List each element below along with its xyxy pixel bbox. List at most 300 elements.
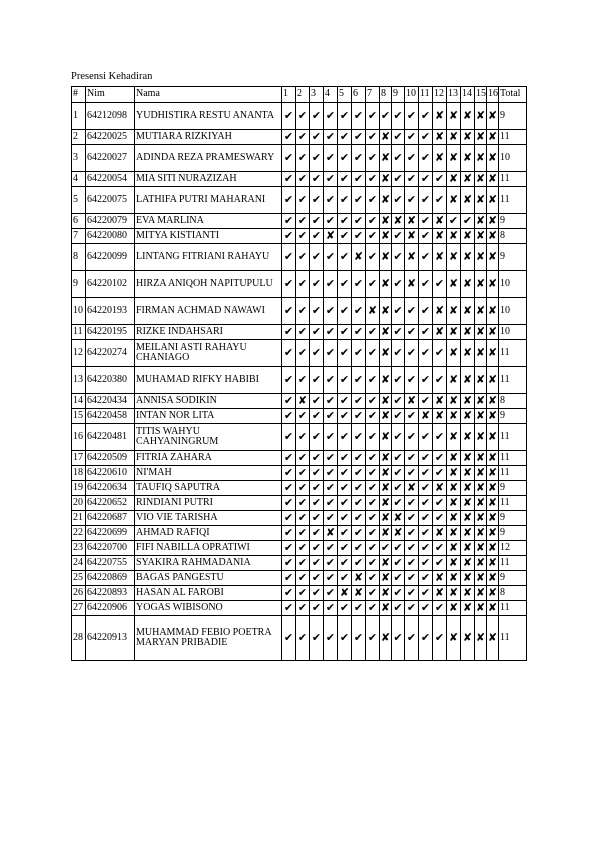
present-check-icon: ✔ (447, 214, 461, 229)
absent-cross-icon: ✘ (475, 424, 487, 451)
total-cell: 11 (499, 187, 527, 214)
absent-cross-icon: ✘ (487, 271, 499, 298)
header-nama: Nama (135, 87, 282, 103)
absent-cross-icon: ✘ (433, 244, 447, 271)
present-check-icon: ✔ (310, 325, 324, 340)
present-check-icon: ✔ (296, 340, 310, 367)
absent-cross-icon: ✘ (487, 340, 499, 367)
row-number: 28 (72, 616, 86, 661)
total-cell: 11 (499, 424, 527, 451)
name-cell: MITYA KISTIANTI (135, 229, 282, 244)
absent-cross-icon: ✘ (380, 465, 391, 479)
present-check-icon: ✔ (338, 244, 352, 271)
absent-cross-icon: ✘ (433, 214, 447, 229)
name-cell: LINTANG FITRIANI RAHAYU (135, 244, 282, 271)
present-check-icon: ✔ (352, 409, 366, 424)
present-check-icon: ✔ (296, 424, 310, 451)
present-check-icon: ✔ (366, 541, 380, 556)
present-check-icon: ✔ (352, 145, 366, 172)
present-check-icon: ✔ (310, 601, 324, 616)
present-check-icon: ✔ (366, 145, 380, 172)
absent-cross-icon: ✘ (475, 228, 486, 242)
present-check-icon: ✔ (282, 298, 296, 325)
present-check-icon: ✔ (296, 130, 310, 145)
present-check-icon: ✔ (419, 424, 433, 451)
name-cell: FIRMAN ACHMAD NAWAWI (135, 298, 282, 325)
present-check-icon: ✔ (296, 601, 310, 616)
present-check-icon: ✔ (310, 511, 324, 526)
present-check-icon: ✔ (282, 556, 296, 571)
present-check-icon: ✔ (338, 187, 352, 214)
absent-cross-icon: ✘ (324, 229, 338, 244)
absent-cross-icon: ✘ (433, 298, 447, 325)
row-number: 6 (72, 214, 86, 229)
present-check-icon: ✔ (338, 229, 352, 244)
present-check-icon: ✔ (433, 541, 447, 556)
present-check-icon: ✔ (405, 325, 419, 340)
absent-cross-icon: ✘ (475, 213, 486, 227)
present-check-icon: ✔ (433, 187, 447, 214)
header-session-9: 9 (392, 87, 405, 103)
nim-cell: 64220380 (86, 367, 135, 394)
absent-cross-icon: ✘ (447, 367, 461, 394)
present-check-icon: ✔ (393, 585, 403, 599)
present-check-icon: ✔ (324, 214, 338, 229)
absent-cross-icon: ✘ (447, 298, 461, 325)
absent-cross-icon: ✘ (461, 616, 475, 661)
absent-cross-icon: ✘ (487, 145, 499, 172)
present-check-icon: ✔ (366, 394, 380, 409)
absent-cross-icon: ✘ (487, 570, 498, 584)
present-check-icon: ✔ (282, 244, 296, 271)
table-row (72, 511, 527, 526)
absent-cross-icon: ✘ (447, 187, 461, 214)
absent-cross-icon: ✘ (405, 271, 419, 298)
present-check-icon: ✔ (405, 496, 419, 511)
present-check-icon: ✔ (310, 526, 324, 541)
table-row (72, 586, 527, 601)
absent-cross-icon: ✘ (447, 340, 461, 367)
name-cell: INTAN NOR LITA (135, 409, 282, 424)
absent-cross-icon: ✘ (461, 409, 475, 424)
present-check-icon: ✔ (419, 214, 433, 229)
absent-cross-icon: ✘ (433, 325, 447, 340)
total-cell: 10 (499, 145, 527, 172)
present-check-icon: ✔ (338, 424, 352, 451)
row-number: 4 (72, 172, 86, 187)
present-check-icon: ✔ (324, 298, 338, 325)
nim-cell: 64220193 (86, 298, 135, 325)
present-check-icon: ✔ (310, 409, 324, 424)
name-cell: VIO VIE TARISHA (135, 511, 282, 526)
nim-cell: 64220869 (86, 571, 135, 586)
nim-cell: 64220700 (86, 541, 135, 556)
present-check-icon: ✔ (433, 496, 447, 511)
present-check-icon: ✔ (282, 214, 296, 229)
total-cell: 11 (499, 367, 527, 394)
present-check-icon: ✔ (296, 244, 310, 271)
present-check-icon: ✔ (282, 466, 296, 481)
nim-cell: 64220195 (86, 325, 135, 340)
present-check-icon: ✔ (324, 601, 338, 616)
present-check-icon: ✔ (296, 451, 310, 466)
total-cell: 8 (499, 229, 527, 244)
absent-cross-icon: ✘ (296, 394, 310, 409)
present-check-icon: ✔ (282, 424, 296, 451)
present-check-icon: ✔ (310, 145, 324, 172)
nim-cell: 64220434 (86, 394, 135, 409)
absent-cross-icon: ✘ (380, 450, 391, 464)
present-check-icon: ✔ (296, 271, 310, 298)
present-check-icon: ✔ (310, 367, 324, 394)
absent-cross-icon: ✘ (393, 525, 403, 539)
absent-cross-icon: ✘ (447, 325, 461, 340)
present-check-icon: ✔ (296, 325, 310, 340)
absent-cross-icon: ✘ (380, 367, 392, 394)
present-check-icon: ✔ (405, 466, 419, 481)
absent-cross-icon: ✘ (475, 616, 487, 661)
nim-cell: 64220687 (86, 511, 135, 526)
present-check-icon: ✔ (393, 324, 403, 338)
total-cell: 8 (499, 586, 527, 601)
table-row (72, 298, 527, 325)
row-number: 11 (72, 325, 86, 340)
present-check-icon: ✔ (405, 409, 419, 424)
present-check-icon: ✔ (352, 271, 366, 298)
present-check-icon: ✔ (296, 298, 310, 325)
present-check-icon: ✔ (419, 556, 433, 571)
present-check-icon: ✔ (405, 601, 419, 616)
name-cell: NI'MAH (135, 466, 282, 481)
absent-cross-icon: ✘ (380, 510, 391, 524)
absent-cross-icon: ✘ (461, 229, 475, 244)
present-check-icon: ✔ (324, 145, 338, 172)
absent-cross-icon: ✘ (447, 556, 461, 571)
present-check-icon: ✔ (433, 466, 447, 481)
present-check-icon: ✔ (352, 616, 366, 661)
present-check-icon: ✔ (296, 229, 310, 244)
present-check-icon: ✔ (352, 214, 366, 229)
header-session-15: 15 (475, 87, 487, 103)
absent-cross-icon: ✘ (487, 525, 498, 539)
present-check-icon: ✔ (461, 214, 475, 229)
row-number: 7 (72, 229, 86, 244)
present-check-icon: ✔ (352, 130, 366, 145)
present-check-icon: ✔ (338, 526, 352, 541)
absent-cross-icon: ✘ (405, 229, 419, 244)
header-session-12: 12 (433, 87, 447, 103)
absent-cross-icon: ✘ (475, 324, 486, 338)
present-check-icon: ✔ (282, 271, 296, 298)
present-check-icon: ✔ (282, 601, 296, 616)
present-check-icon: ✔ (282, 511, 296, 526)
present-check-icon: ✔ (324, 367, 338, 394)
total-cell: 9 (499, 526, 527, 541)
present-check-icon: ✔ (338, 325, 352, 340)
present-check-icon: ✔ (324, 103, 338, 130)
present-check-icon: ✔ (296, 496, 310, 511)
absent-cross-icon: ✘ (433, 130, 447, 145)
present-check-icon: ✔ (352, 541, 366, 556)
present-check-icon: ✔ (352, 103, 366, 130)
present-check-icon: ✔ (433, 556, 447, 571)
total-cell: 11 (499, 616, 527, 661)
absent-cross-icon: ✘ (461, 145, 475, 172)
present-check-icon: ✔ (296, 172, 310, 187)
nim-cell: 64220274 (86, 340, 135, 367)
present-check-icon: ✔ (338, 496, 352, 511)
present-check-icon: ✔ (282, 571, 296, 586)
present-check-icon: ✔ (433, 601, 447, 616)
absent-cross-icon: ✘ (380, 480, 391, 494)
row-number: 2 (72, 130, 86, 145)
total-cell: 11 (499, 340, 527, 367)
present-check-icon: ✔ (324, 481, 338, 496)
present-check-icon: ✔ (296, 616, 310, 661)
present-check-icon: ✔ (282, 541, 296, 556)
nim-cell: 64220481 (86, 424, 135, 451)
row-number: 24 (72, 556, 86, 571)
present-check-icon: ✔ (393, 450, 403, 464)
present-check-icon: ✔ (419, 298, 433, 325)
row-number: 16 (72, 424, 86, 451)
present-check-icon: ✔ (282, 451, 296, 466)
total-cell: 10 (499, 325, 527, 340)
present-check-icon: ✔ (419, 244, 433, 271)
present-check-icon: ✔ (338, 451, 352, 466)
present-check-icon: ✔ (282, 229, 296, 244)
absent-cross-icon: ✘ (447, 172, 461, 187)
absent-cross-icon: ✘ (461, 526, 475, 541)
absent-cross-icon: ✘ (475, 600, 486, 614)
present-check-icon: ✔ (419, 616, 433, 661)
absent-cross-icon: ✘ (380, 298, 392, 325)
absent-cross-icon: ✘ (461, 298, 475, 325)
table-row (72, 616, 527, 661)
absent-cross-icon: ✘ (433, 409, 447, 424)
absent-cross-icon: ✘ (475, 367, 487, 394)
name-cell: HASAN AL FAROBI (135, 586, 282, 601)
absent-cross-icon: ✘ (352, 571, 366, 586)
absent-cross-icon: ✘ (475, 171, 486, 185)
name-cell: HIRZA ANIQOH NAPITUPULU (135, 271, 282, 298)
table-row (72, 145, 527, 172)
table-row (72, 172, 527, 187)
absent-cross-icon: ✘ (475, 465, 486, 479)
present-check-icon: ✔ (282, 586, 296, 601)
absent-cross-icon: ✘ (447, 229, 461, 244)
name-cell: MIA SITI NURAZIZAH (135, 172, 282, 187)
present-check-icon: ✔ (366, 409, 380, 424)
absent-cross-icon: ✘ (433, 481, 447, 496)
present-check-icon: ✔ (310, 229, 324, 244)
present-check-icon: ✔ (324, 271, 338, 298)
row-number: 1 (72, 103, 86, 130)
total-cell: 9 (499, 214, 527, 229)
present-check-icon: ✔ (366, 244, 380, 271)
nim-cell: 64220893 (86, 586, 135, 601)
present-check-icon: ✔ (433, 172, 447, 187)
present-check-icon: ✔ (392, 298, 405, 325)
present-check-icon: ✔ (338, 298, 352, 325)
present-check-icon: ✔ (366, 325, 380, 340)
present-check-icon: ✔ (324, 571, 338, 586)
absent-cross-icon: ✘ (380, 495, 391, 509)
present-check-icon: ✔ (419, 187, 433, 214)
present-check-icon: ✔ (338, 103, 352, 130)
present-check-icon: ✔ (296, 556, 310, 571)
row-number: 12 (72, 340, 86, 367)
absent-cross-icon: ✘ (461, 424, 475, 451)
absent-cross-icon: ✘ (380, 213, 391, 227)
absent-cross-icon: ✘ (447, 103, 461, 130)
present-check-icon: ✔ (392, 103, 405, 130)
absent-cross-icon: ✘ (433, 145, 447, 172)
name-cell: RIZKE INDAHSARI (135, 325, 282, 340)
absent-cross-icon: ✘ (461, 130, 475, 145)
present-check-icon: ✔ (296, 466, 310, 481)
absent-cross-icon: ✘ (461, 271, 475, 298)
absent-cross-icon: ✘ (475, 244, 487, 271)
nim-cell: 64220079 (86, 214, 135, 229)
present-check-icon: ✔ (282, 496, 296, 511)
total-cell: 9 (499, 481, 527, 496)
present-check-icon: ✔ (338, 367, 352, 394)
present-check-icon: ✔ (405, 526, 419, 541)
absent-cross-icon: ✘ (393, 213, 403, 227)
present-check-icon: ✔ (352, 481, 366, 496)
table-row (72, 271, 527, 298)
absent-cross-icon: ✘ (380, 324, 391, 338)
present-check-icon: ✔ (419, 172, 433, 187)
absent-cross-icon: ✘ (380, 408, 391, 422)
header-session-2: 2 (296, 87, 310, 103)
name-cell: EVA MARLINA (135, 214, 282, 229)
absent-cross-icon: ✘ (447, 451, 461, 466)
name-cell: RINDIANI PUTRI (135, 496, 282, 511)
present-check-icon: ✔ (366, 616, 380, 661)
present-check-icon: ✔ (433, 340, 447, 367)
present-check-icon: ✔ (310, 586, 324, 601)
present-check-icon: ✔ (352, 424, 366, 451)
table-row (72, 526, 527, 541)
absent-cross-icon: ✘ (380, 616, 392, 661)
absent-cross-icon: ✘ (487, 585, 498, 599)
name-cell: ANNISA SODIKIN (135, 394, 282, 409)
total-cell: 9 (499, 244, 527, 271)
nim-cell: 64220652 (86, 496, 135, 511)
present-check-icon: ✔ (419, 541, 433, 556)
present-check-icon: ✔ (393, 480, 403, 494)
present-check-icon: ✔ (405, 103, 419, 130)
absent-cross-icon: ✘ (461, 244, 475, 271)
header-session-8: 8 (380, 87, 392, 103)
absent-cross-icon: ✘ (352, 244, 366, 271)
present-check-icon: ✔ (405, 586, 419, 601)
present-check-icon: ✔ (352, 526, 366, 541)
absent-cross-icon: ✘ (405, 214, 419, 229)
table-row (72, 325, 527, 340)
present-check-icon: ✔ (352, 496, 366, 511)
header-session-1: 1 (282, 87, 296, 103)
absent-cross-icon: ✘ (380, 129, 391, 143)
present-check-icon: ✔ (324, 496, 338, 511)
present-check-icon: ✔ (393, 408, 403, 422)
present-check-icon: ✔ (419, 481, 433, 496)
present-check-icon: ✔ (338, 172, 352, 187)
nim-cell: 64220027 (86, 145, 135, 172)
absent-cross-icon: ✘ (487, 510, 498, 524)
total-cell: 8 (499, 394, 527, 409)
header-session-10: 10 (405, 87, 419, 103)
present-check-icon: ✔ (310, 424, 324, 451)
row-number: 9 (72, 271, 86, 298)
absent-cross-icon: ✘ (447, 616, 461, 661)
total-cell: 10 (499, 271, 527, 298)
present-check-icon: ✔ (324, 424, 338, 451)
present-check-icon: ✔ (338, 394, 352, 409)
present-check-icon: ✔ (366, 229, 380, 244)
present-check-icon: ✔ (310, 481, 324, 496)
absent-cross-icon: ✘ (447, 541, 461, 556)
absent-cross-icon: ✘ (366, 298, 380, 325)
row-number: 23 (72, 541, 86, 556)
absent-cross-icon: ✘ (324, 526, 338, 541)
absent-cross-icon: ✘ (461, 571, 475, 586)
present-check-icon: ✔ (366, 271, 380, 298)
absent-cross-icon: ✘ (461, 340, 475, 367)
present-check-icon: ✔ (433, 511, 447, 526)
name-cell: AHMAD RAFIQI (135, 526, 282, 541)
table-row (72, 340, 527, 367)
absent-cross-icon: ✘ (475, 145, 487, 172)
present-check-icon: ✔ (310, 298, 324, 325)
present-check-icon: ✔ (419, 271, 433, 298)
present-check-icon: ✔ (310, 172, 324, 187)
present-check-icon: ✔ (419, 571, 433, 586)
nim-cell: 64220054 (86, 172, 135, 187)
present-check-icon: ✔ (310, 394, 324, 409)
absent-cross-icon: ✘ (447, 130, 461, 145)
name-cell: TITIS WAHYU CAHYANINGRUM (135, 424, 282, 451)
present-check-icon: ✔ (393, 171, 403, 185)
absent-cross-icon: ✘ (433, 394, 447, 409)
absent-cross-icon: ✘ (487, 367, 499, 394)
absent-cross-icon: ✘ (475, 525, 486, 539)
present-check-icon: ✔ (393, 228, 403, 242)
row-number: 19 (72, 481, 86, 496)
present-check-icon: ✔ (366, 103, 380, 130)
name-cell: YOGAS WIBISONO (135, 601, 282, 616)
absent-cross-icon: ✘ (487, 450, 498, 464)
table-row (72, 556, 527, 571)
nim-cell: 64220755 (86, 556, 135, 571)
row-number: 26 (72, 586, 86, 601)
absent-cross-icon: ✘ (475, 510, 486, 524)
present-check-icon: ✔ (338, 601, 352, 616)
absent-cross-icon: ✘ (433, 586, 447, 601)
present-check-icon: ✔ (392, 616, 405, 661)
name-cell: FITRIA ZAHARA (135, 451, 282, 466)
absent-cross-icon: ✘ (433, 571, 447, 586)
present-check-icon: ✔ (338, 571, 352, 586)
row-number: 25 (72, 571, 86, 586)
total-cell: 11 (499, 451, 527, 466)
absent-cross-icon: ✘ (461, 481, 475, 496)
present-check-icon: ✔ (296, 409, 310, 424)
present-check-icon: ✔ (393, 540, 403, 554)
present-check-icon: ✔ (405, 571, 419, 586)
